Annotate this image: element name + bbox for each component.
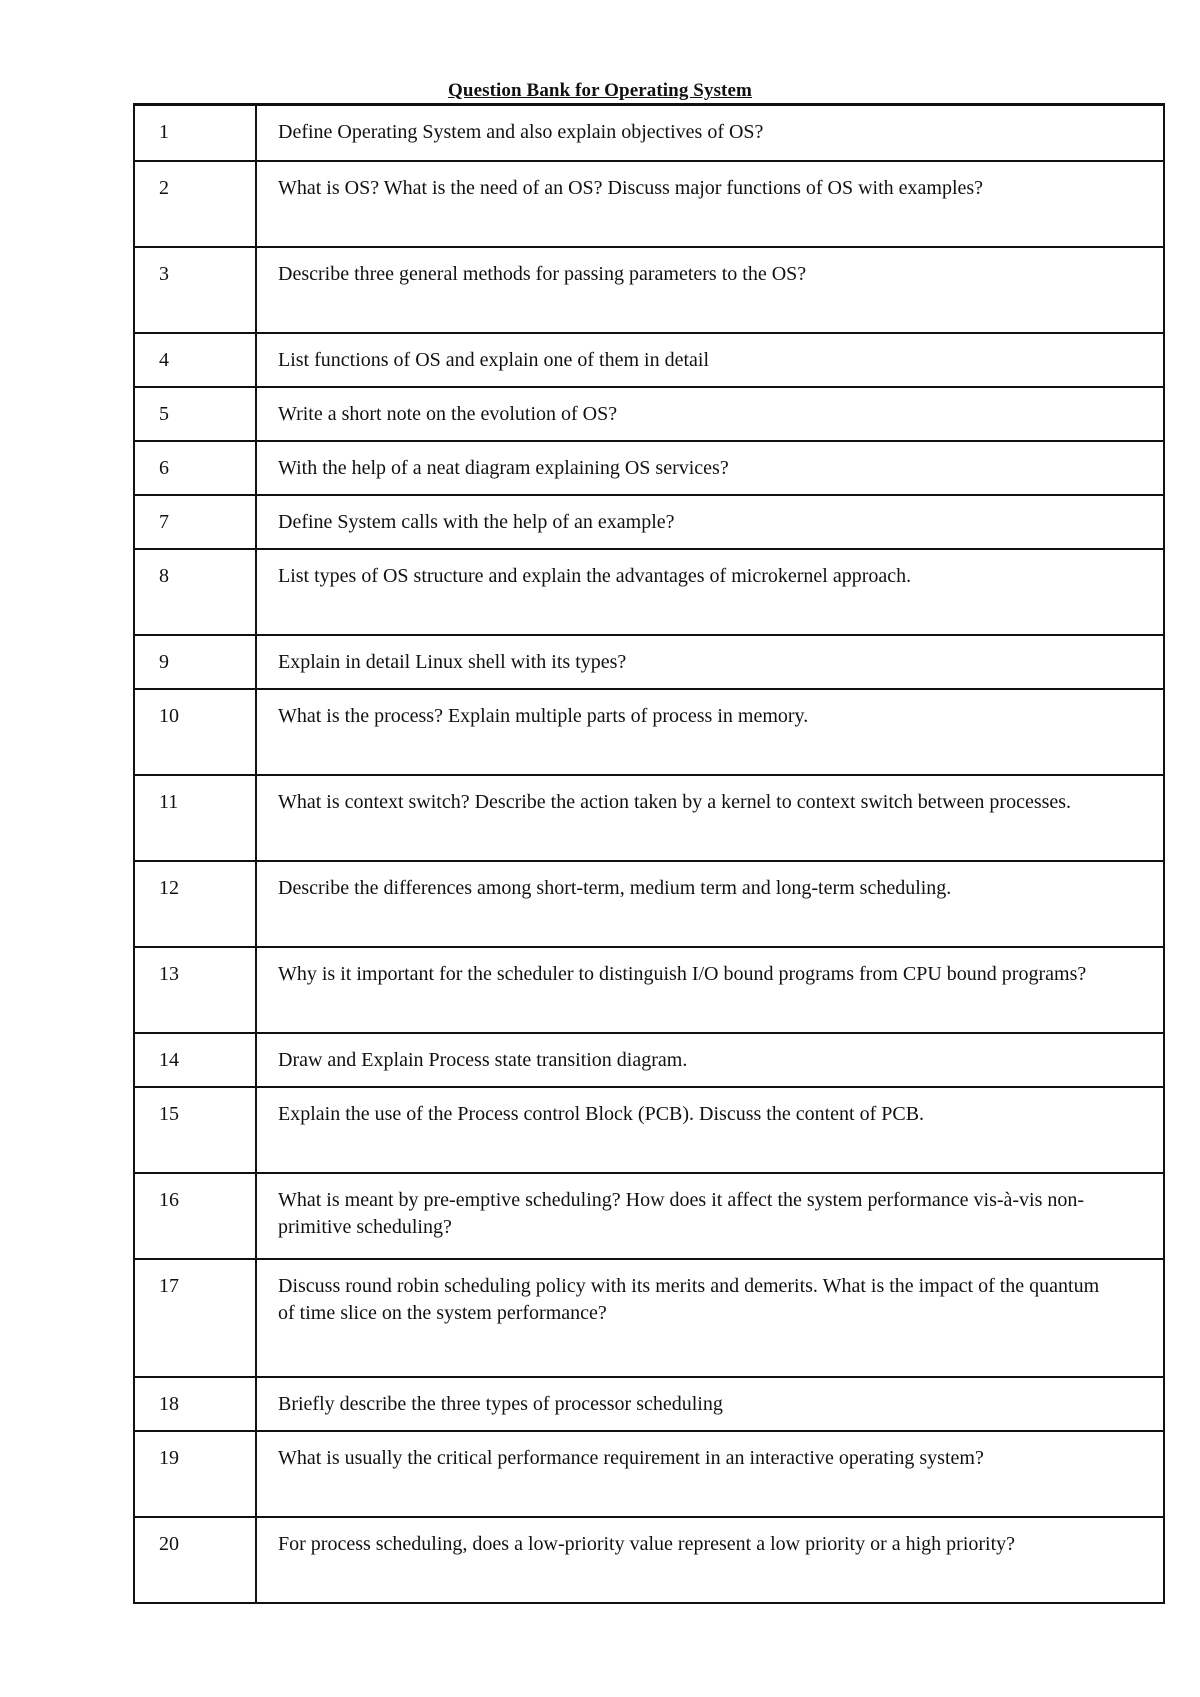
question-text: What is meant by pre-emptive scheduling? How does it affect the system performance vis-à-vis non-primitive scheduling? [256,1173,1164,1259]
question-text: Explain the use of the Process control Block (PCB). Discuss the content of PCB. [256,1087,1164,1173]
question-number: 2 [134,161,256,247]
question-text: Explain in detail Linux shell with its types? [256,635,1164,689]
question-text: List functions of OS and explain one of them in detail [256,333,1164,387]
question-text: Draw and Explain Process state transition diagram. [256,1033,1164,1087]
question-text: Discuss round robin scheduling policy with its merits and demerits. What is the impact of the quantum of time slice on the system performance? [256,1259,1164,1377]
question-text: Describe three general methods for passing parameters to the OS? [256,247,1164,333]
question-number: 11 [134,775,256,861]
question-number: 4 [134,333,256,387]
question-number: 14 [134,1033,256,1087]
question-text: Briefly describe the three types of processor scheduling [256,1377,1164,1431]
question-number: 9 [134,635,256,689]
table-row [134,1431,1164,1517]
table-row [134,161,1164,247]
table-row [134,495,1164,549]
table-row [134,549,1164,635]
table-row [134,1377,1164,1431]
question-number: 6 [134,441,256,495]
question-number: 3 [134,247,256,333]
question-number: 16 [134,1173,256,1259]
table-row [134,1173,1164,1259]
question-text: Define System calls with the help of an example? [256,495,1164,549]
table-row [134,1259,1164,1377]
question-text: Describe the differences among short-term, medium term and long-term scheduling. [256,861,1164,947]
question-number: 5 [134,387,256,441]
question-text: Why is it important for the scheduler to distinguish I/O bound programs from CPU bound programs? [256,947,1164,1033]
question-text: Define Operating System and also explain objectives of OS? [256,105,1164,161]
table-row [134,1087,1164,1173]
table-row [134,1033,1164,1087]
question-text: For process scheduling, does a low-priority value represent a low priority or a high priority? [256,1517,1164,1603]
table-row [134,441,1164,495]
question-text: Write a short note on the evolution of OS? [256,387,1164,441]
question-number: 7 [134,495,256,549]
table-row [134,689,1164,775]
table-row [134,947,1164,1033]
table-row [134,1517,1164,1603]
question-text: What is the process? Explain multiple parts of process in memory. [256,689,1164,775]
page-title: Question Bank for Operating System [448,80,752,101]
question-number: 13 [134,947,256,1033]
question-table [133,103,1165,1604]
question-text: List types of OS structure and explain the advantages of microkernel approach. [256,549,1164,635]
question-number: 17 [134,1259,256,1377]
table-row [134,247,1164,333]
question-number: 12 [134,861,256,947]
question-text: With the help of a neat diagram explaining OS services? [256,441,1164,495]
table-row [134,333,1164,387]
table-row [134,387,1164,441]
question-number: 15 [134,1087,256,1173]
question-text: What is OS? What is the need of an OS? Discuss major functions of OS with examples? [256,161,1164,247]
table-row [134,861,1164,947]
table-row [134,775,1164,861]
question-text: What is usually the critical performance requirement in an interactive operating system? [256,1431,1164,1517]
question-number: 19 [134,1431,256,1517]
question-number: 1 [134,105,256,161]
table-row [134,105,1164,161]
question-text: What is context switch? Describe the action taken by a kernel to context switch between processes. [256,775,1164,861]
question-number: 10 [134,689,256,775]
question-number: 8 [134,549,256,635]
question-number: 18 [134,1377,256,1431]
table-row [134,635,1164,689]
question-number: 20 [134,1517,256,1603]
